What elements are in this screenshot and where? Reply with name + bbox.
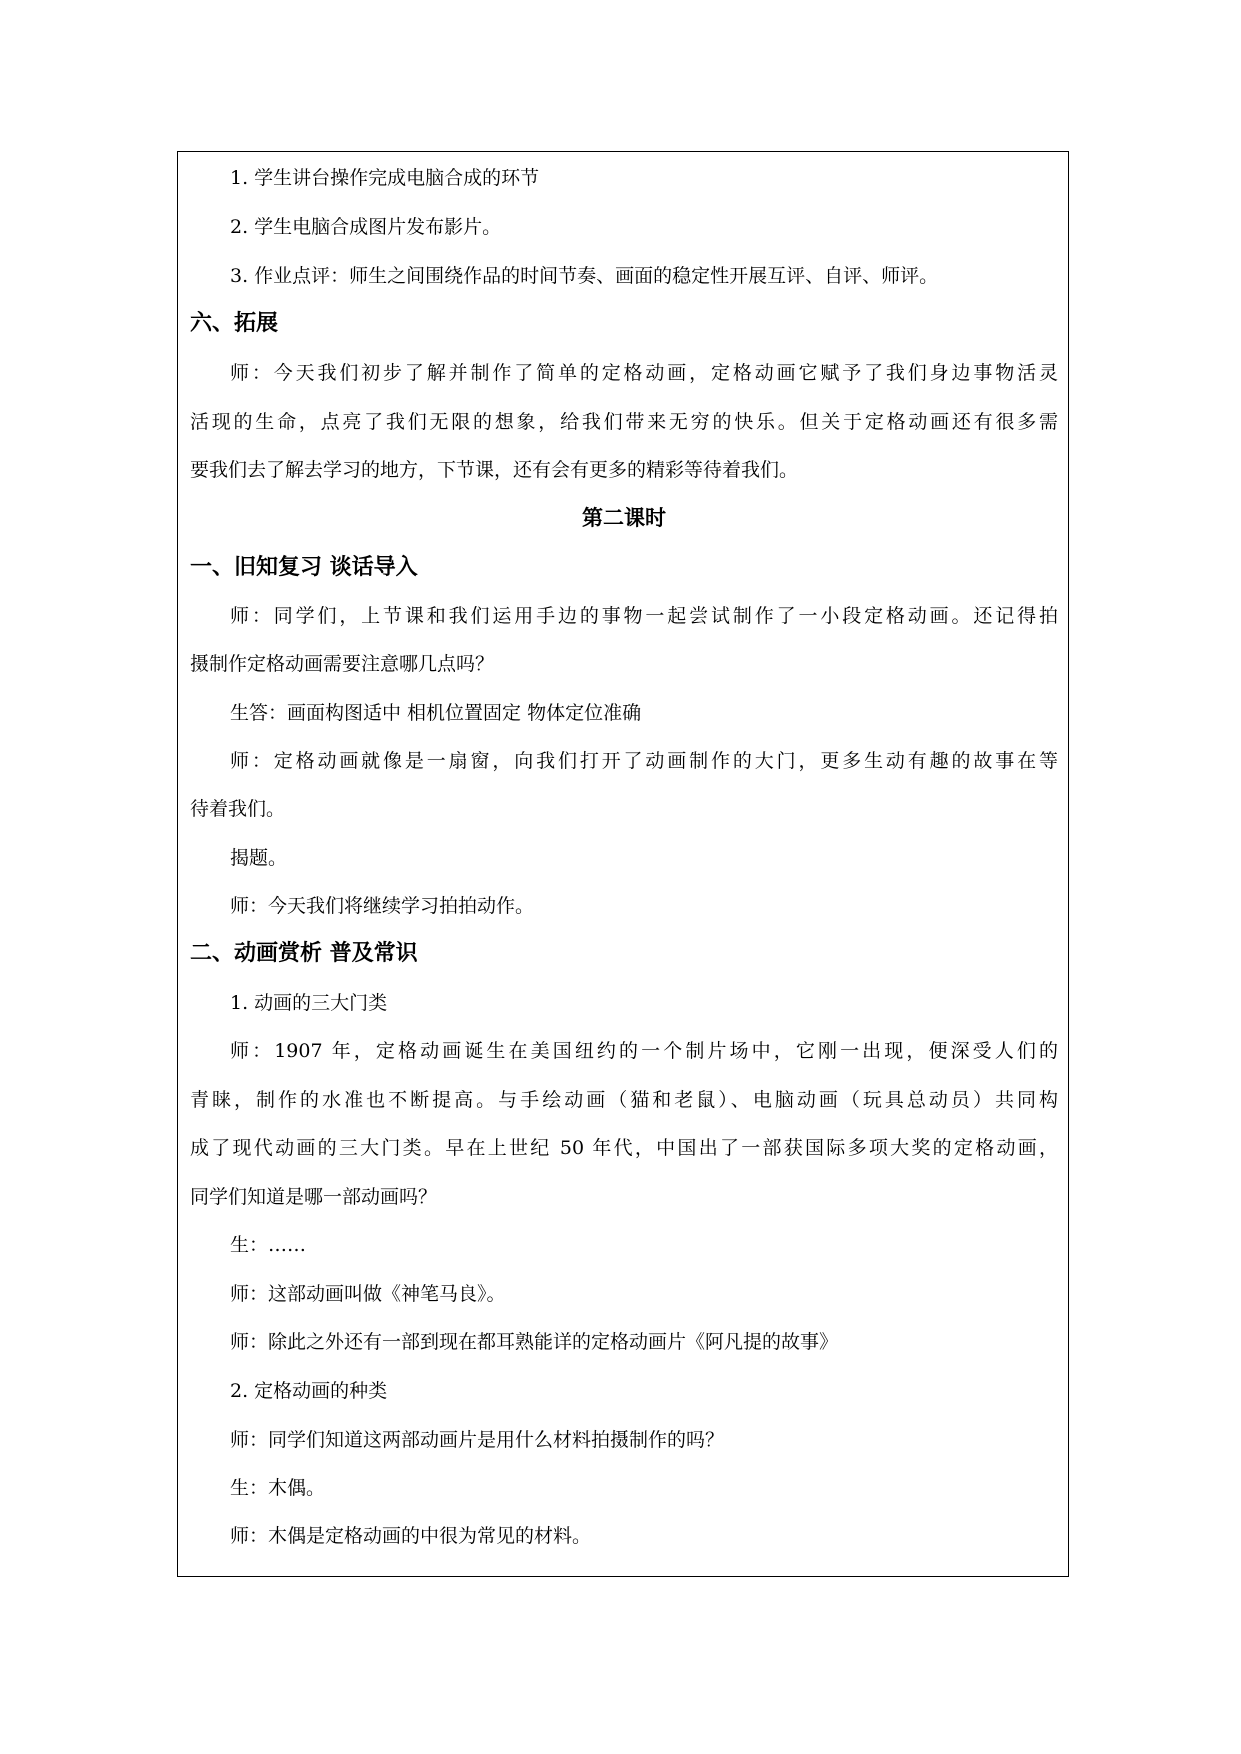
paragraph-line: 待着我们。 [190, 798, 286, 820]
paragraph-line: 师：定格动画就像是一扇窗，向我们打开了动画制作的大门，更多生动有趣的故事在等 [230, 750, 1058, 772]
section-heading-extension: 六、拓展 [190, 311, 279, 336]
student-answer: 生答：画面构图适中 相机位置固定 物体定位准确 [230, 702, 642, 724]
section-heading-appreciation: 二、动画赏析 普及常识 [190, 941, 418, 966]
paragraph-line: 师：今天我们将继续学习拍拍动作。 [230, 895, 535, 917]
numbered-step-1: 1. 学生讲台操作完成电脑合成的环节 [230, 167, 540, 189]
paragraph-line: 揭题。 [230, 847, 288, 869]
paragraph-line: 生：木偶。 [230, 1477, 326, 1499]
paragraph-line: 同学们知道是哪一部动画吗？ [190, 1186, 438, 1208]
paragraph-line: 师：木偶是定格动画的中很为常见的材料。 [230, 1525, 592, 1547]
paragraph-line: 师：1907 年，定格动画诞生在美国纽约的一个制片场中，它刚一出现，便深受人们的 [230, 1040, 1058, 1062]
paragraph-line: 师：今天我们初步了解并制作了简单的定格动画，定格动画它赋予了我们身边事物活灵 [230, 362, 1058, 384]
paragraph-line: 师：同学们，上节课和我们运用手边的事物一起尝试制作了一小段定格动画。还记得拍 [230, 605, 1058, 627]
paragraph-line: 师：除此之外还有一部到现在都耳熟能详的定格动画片《阿凡提的故事》 [230, 1331, 839, 1353]
paragraph-line: 成了现代动画的三大门类。早在上世纪 50 年代，中国出了一部获国际多项大奖的定格动画， [190, 1137, 1058, 1159]
paragraph-line: 青睐，制作的水准也不断提高。与手绘动画（猫和老鼠）、电脑动画（玩具总动员）共同构 [190, 1089, 1058, 1111]
paragraph-line: 生：…… [230, 1234, 307, 1256]
paragraph-line: 摄制作定格动画需要注意哪几点吗？ [190, 653, 495, 675]
numbered-step-3: 3. 作业点评：师生之间围绕作品的时间节奏、画面的稳定性开展互评、自评、师评。 [230, 265, 939, 287]
section-heading-review: 一、旧知复习 谈话导入 [190, 555, 418, 580]
paragraph-line: 活现的生命，点亮了我们无限的想象，给我们带来无穷的快乐。但关于定格动画还有很多需 [190, 411, 1058, 433]
numbered-step-2: 2. 学生电脑合成图片发布影片。 [230, 216, 502, 238]
paragraph-line: 师：这部动画叫做《神笔马良》。 [230, 1283, 506, 1305]
paragraph-line: 要我们去了解去学习的地方，下节课，还有会有更多的精彩等待着我们。 [190, 459, 799, 481]
subsection-heading: 1. 动画的三大门类 [230, 992, 388, 1014]
lesson-period-heading: 第二课时 [582, 506, 666, 530]
lesson-plan-table-cell [177, 151, 1069, 1577]
paragraph-line: 师：同学们知道这两部动画片是用什么材料拍摄制作的吗？ [230, 1429, 725, 1451]
subsection-heading: 2. 定格动画的种类 [230, 1380, 388, 1402]
